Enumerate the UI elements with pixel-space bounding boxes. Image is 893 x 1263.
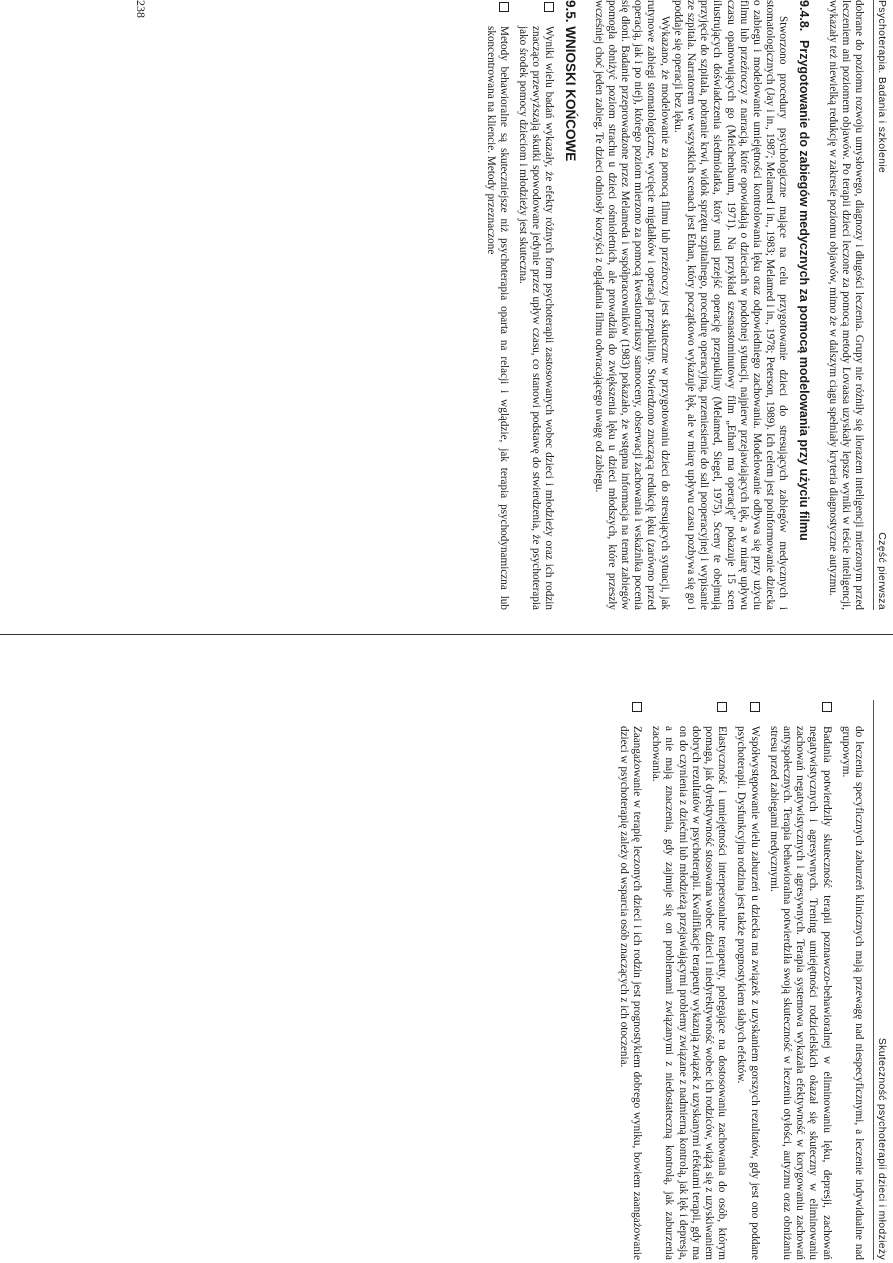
list-item: Współwystępowanie wielu zaburzeń u dziecka ma związek z uzyskaniem gorszych rezultatów, gdy jest ono poddane psychoterapii. Dysfunkcyjna rodzina jest także prognostykiem słabych efektów. [734,700,760,1260]
checkbox-bullet-icon [544,2,554,12]
page-number: 238 [134,0,148,18]
list-item: Zaangażowanie w terapię leczonych dzieci i ich rodzin jest prognostykiem dobrego wyniku, bowiem zaangażowanie dzieci w psychoterapię zależy od wsparcia osób znaczących z ich otoczenia. [617,700,643,1260]
section-title: Przygotowanie do zabiegów medycznych za pomocą modelowania przy użyciu filmu [797,40,812,541]
intro-paragraph: dobrane do poziomu rozwoju umysłowego, diagnozy i długości leczenia. Grupy nie różniły się ilorazem inteligencji mierzonym przed leczeniem ani poziomem objawów. Po terapii dzieci leczone za pomocą metody Lovaasa uzyskały lepsze wyniki w teście inteligencji, wykazały też niewielką redukcję w zakresie poziomu objawów, mimo że w dalszym ciągu spełniały kryteria diagnostyczne autyzmu. [826,0,865,610]
checkbox-bullet-icon [717,702,727,712]
checkbox-bullet-icon [750,702,760,712]
section-title: WNIOSKI KOŃCOWE [563,26,579,162]
running-header [873,0,893,610]
section-number: 9.4.8. [797,0,812,32]
list-item: Wyniki wielu badań wykazały, że efekty różnych form psychoterapii zastosowanych wobec dzieci i młodzieży oraz ich rodzin znacząco przewyższają skutki spowodowane jedynie przez upływ czasu, co stanowi podstawę do stwierdzenia, że psychoterapia jako środek pomocy dzieciom i młodzieży jest skuteczna. [516,0,556,610]
running-header [873,700,893,1260]
list-item: Elastyczność i umiejętności interpersonalne terapeuty, polegające na dostosowaniu zachowania do osób, którym pomaga, jak dyrektywność stosowana wobec dzieci i niedyrektywność wobec ich rodziców, wiążą się z uzyskiwaniem dobrych rezultatów w psychoterapii. Kwalifikacje terapeuty wykazują związek z uzyskanymi efektami terapii, gdy ma on do czynienia z dziećmi lub młodzieżą przejawiającymi problemy związane z nadmierną kontrolą, jak lęk i depresja, a nie mają znaczenia, gdy zajmuje się on problemami związanymi z niedostateczną kontrolą, jak zaburzenia zachowania. [649,700,728,1260]
top-page [133,0,893,610]
bottom-page [433,700,893,1260]
page-body [433,700,865,1260]
page-divider-line [0,634,893,635]
conclusions-list [483,0,555,610]
section-heading-95 [563,0,577,610]
header-left: Psychoterapia. Badania i szkolenie [876,0,888,174]
page-body [133,0,865,610]
list-item: Badania potwierdziły skuteczność terapii poznawczo-behawioralnej w eliminowaniu lęku, depresji, zachowań negatywistycznych i agresywnych. Trening umiejętności rodzicielskich okazał się skuteczny w eliminowaniu zachowań negatywistycznych i agresywnych. Terapia systemowa wykazała efektywność w korygowaniu zachowań antyspołecznych. Terapia behawioralna potwierdziła swoją skuteczność w leczeniu otyłości, autyzmu oraz obniżaniu stresu przed zabiegami medycznymi. [767,700,833,1260]
checkbox-bullet-icon [632,702,642,712]
checkbox-bullet-icon [499,2,509,12]
header-right: Skuteczność psychoterapii dzieci i młodzieży [876,1037,888,1260]
checkbox-bullet-icon [822,702,832,712]
section-number: 9.5. [563,0,579,23]
section-948-paragraph-2: Wykazano, że modelowanie za pomocą filmu lub przeźroczy jest skuteczne w przygotowaniu dzieci do stresujących sytuacji, jak rutynowe zabiegi stomatologiczne, wycięcie migdałków i operacja przepukliny. Stwierdzono znaczącą redukcję lęku (zarówno przed operacją, jak i po niej), którego poziom mierzono za pomocą kwestionariuszy samooceny, obserwacji zachowania i wskaźnika pocenia się dłoni. Badanie przeprowadzone przez Melameda i współpracowników (1983) pokazało, że wstępna informacja na temat zabiegów pomogła obniżyć poziom strachu u dzieci ośmioletnich, ale prowadziła do zwiększenia lęku u dzieci młodszych, które przeszły wcześniej choć jeden zabieg. Te dzieci odniosły korzyści z oglądania filmu odwracającego uwagę od zabiegu. [592,0,671,610]
continuation-text: do leczenia specyficznych zaburzeń klinicznych mają przewagę nad niespecyficznymi, a leczenie indywidualne nad grupowym. [839,726,865,1260]
header-right: Część pierwsza [876,532,888,610]
conclusions-list [617,700,833,1260]
section-948-paragraph-1: Stworzono procedury psychologiczne mające na celu przygotowanie dzieci do stresujących zabiegów medycznych i stomatologicznych (Jay i in., 1987; Melamed i in., 1983; Melamed i in., 1978; Peterson, 1989). Ich celem jest poinformowanie dziecka o zabiegu i modelowanie umiejętności kontrolowania lęku oraz odpowiedniego zachowania. Modelowanie odbywa się przy użyciu filmu lub przeźroczy z narracją, które opowiadają o dzieciach w podobnej sytuacji, najpierw przejawiających lęk, a w miarę upływu czasu opanowujących go (Meichenbaum, 1971). Na przykład szesnastominutowy film „Ethan ma operację” pokazuje 15 scen ilustrujących doświadczenia siedmiolatka, który musi przejść operację przepukliny (Melamed, Siegel, 1975). Sceny te obejmują przyjęcie do szpitala, pobranie krwi, widok sprzętu szpitalnego, procedurę operacyjną, przeniesienie do sali pooperacyjnej i wypisanie ze szpitala. Narratorem we wszystkich scenach jest Ethan, który początkowo wykazuje lęk, ale w miarę upływu czasu pozbywa się go i poddaje się operacji bez lęku. [671,0,790,610]
list-item: Metody behawioralne są skuteczniejsze niż psychoterapia oparta na relacji i wglądzie, jak terapia psychodynamiczna lub skoncentrowana na kliencie. Metody przeznaczone [483,0,509,610]
section-heading-948 [797,0,812,610]
